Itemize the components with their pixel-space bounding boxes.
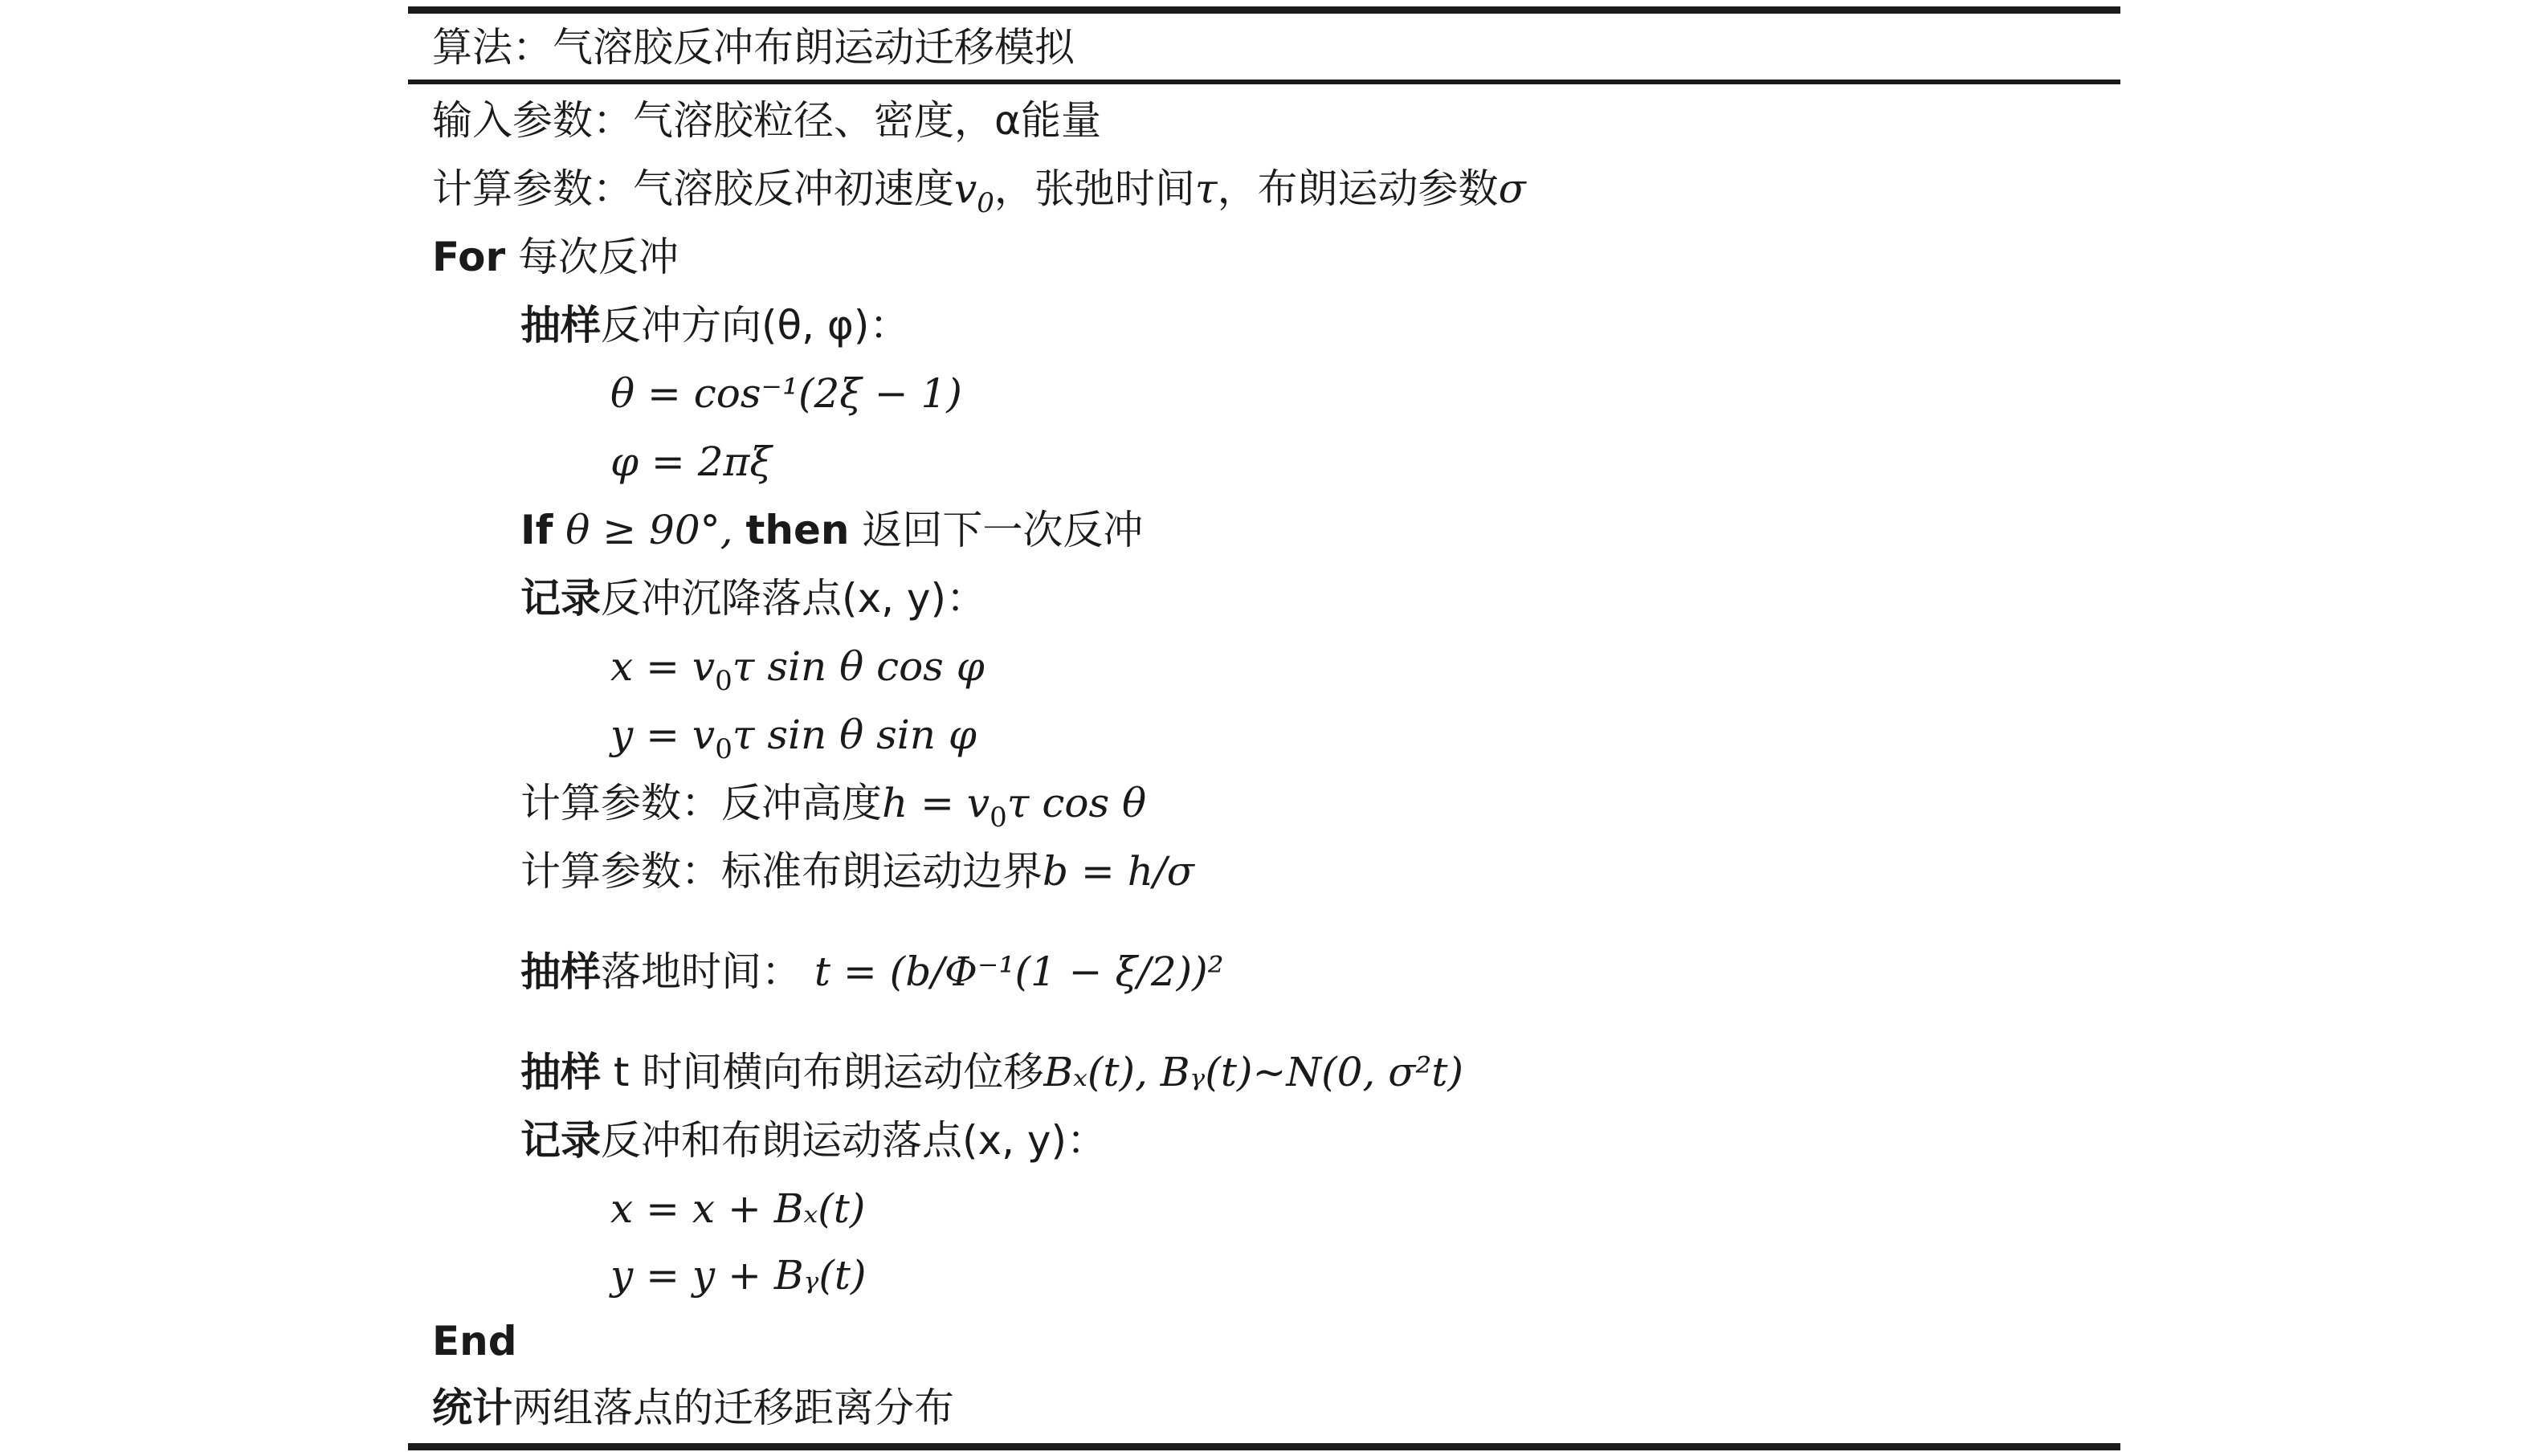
x-formula-a: x = v [610,643,716,690]
record-landing-text: 反冲沉降落点(x, y)： [601,575,986,622]
end-keyword: End [432,1318,517,1364]
tau-symbol: τ [1194,165,1218,212]
input-params-line: 输入参数：气溶胶粒径、密度，α能量 [432,97,1101,144]
record-final-text: 反冲和布朗运动落点(x, y)： [601,1117,1107,1164]
calc-params-prefix: 计算参数：气溶胶反冲初速度 [432,165,954,212]
for-text: 每次反冲 [518,234,679,280]
sigma-symbol: σ [1498,165,1526,212]
sample-keyword: 抽样 [520,1049,601,1095]
if-line [520,496,1143,565]
y-update-formula: y = y + Bᵧ(t) [610,1252,867,1299]
sample-displacement-text: t 时间横向布朗运动位移 [613,1049,1044,1095]
h-formula-a: h = v [882,780,990,826]
phi-formula: φ = 2πξ [610,438,772,485]
x-formula: $x = v_0\tau$ sin θ cos φ [610,643,985,697]
calc-height-prefix: 计算参数：反冲高度 [520,780,882,826]
v0-symbol: $v_0$ [954,165,994,219]
h-formula: $h = v_0\tau$ cos θ [882,780,1147,834]
x-update-formula: x = x + Bₓ(t) [610,1185,866,1232]
displacement-formula: Bₓ(t), Bᵧ(t)~N(0, σ²t) [1043,1049,1463,1095]
for-keyword: For [432,234,506,280]
t-formula: t = (b/Φ⁻¹(1 − ξ/2))² [814,948,1224,995]
theta-formula: θ = cos⁻¹(2ξ − 1) [610,370,962,417]
y-formula: $y = v_0\tau$ sin θ sin φ [610,712,977,765]
stat-text: 两组落点的迁移距离分布 [512,1385,954,1431]
then-keyword: then [745,507,850,553]
calc-height-line [520,769,1146,838]
sample-keyword: 抽样 [520,948,601,995]
if-condition: θ ≥ 90°, [565,507,733,553]
calc-params-mid2: ，布朗运动参数 [1217,165,1499,212]
calc-boundary-line [520,837,1194,906]
algorithm-title: 算法：气溶胶反冲布朗运动迁移模拟 [432,24,1075,71]
x-formula-b: τ sin θ cos φ [732,643,985,690]
bottom-rule [408,1443,2120,1450]
record-keyword: 记录 [520,1117,601,1164]
sample-direction-text: 反冲方向(θ, φ)： [601,302,910,349]
y-formula-b: τ sin θ sin φ [732,712,977,758]
sample-keyword: 抽样 [520,302,601,349]
calc-params-line [432,154,1526,223]
sample-direction-line [520,291,909,360]
sample-time-text: 落地时间： [601,948,802,995]
calc-boundary-prefix: 计算参数：标准布朗运动边界 [520,848,1043,895]
b-formula: b = h/σ [1043,848,1194,895]
if-keyword: If [520,507,553,553]
sample-displacement-line [520,1038,1463,1107]
h-formula-b: τ cos θ [1006,780,1147,826]
record-final-line [520,1106,1107,1175]
header-rule [408,80,2120,84]
record-keyword: 记录 [520,575,601,622]
sample-time-line [520,937,1224,1006]
calc-params-mid1: ，张弛时间 [994,165,1195,212]
then-text: 返回下一次反冲 [862,507,1144,553]
record-landing-line [520,564,986,633]
statistics-line [432,1373,954,1442]
algorithm-box [408,0,2120,1456]
stat-keyword: 统计 [432,1385,512,1431]
y-formula-a: y = v [610,712,716,758]
for-line [432,222,679,292]
